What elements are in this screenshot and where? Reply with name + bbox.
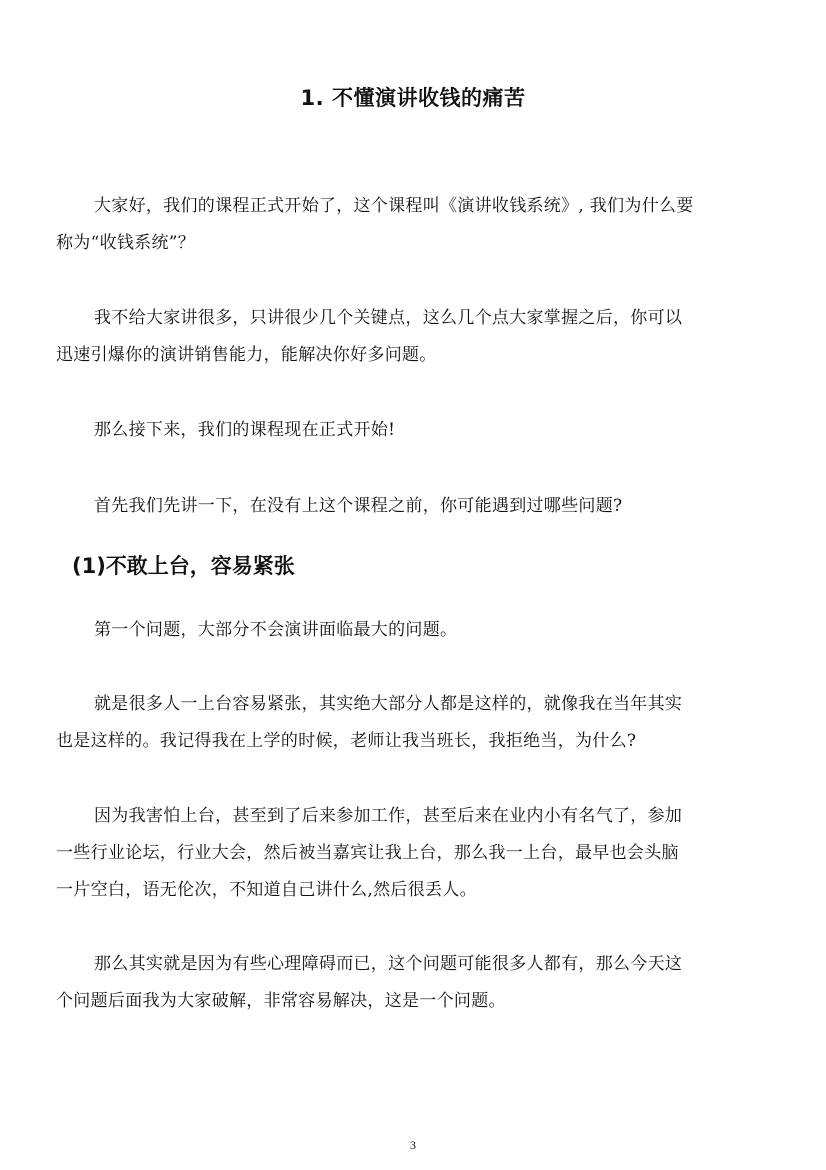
paragraph-intro-2: 我不给大家讲很多，只讲很少几个关键点，这么几个点大家掌握之后，你可以迅速引爆你的演讲销售能力，能解决你好多问题。 xyxy=(56,308,683,365)
paragraph-section-4: 那么其实就是因为有些心理障碍而已，这个问题可能很多人都有，那么今天这个问题后面我为大家破解，非常容易解决，这是一个问题。 xyxy=(56,954,683,1011)
paragraph-intro-4: 首先我们先讲一下，在没有上这个课程之前，你可能遇到过哪些问题? xyxy=(94,496,623,516)
paragraph-section-2: 就是很多人一上台容易紧张，其实绝大部分人都是这样的，就像我在当年其实也是这样的。我记得我在上学的时候，老师让我当班长，我拒绝当，为什么? xyxy=(56,694,683,751)
paragraph-intro-1: 大家好，我们的课程正式开始了，这个课程叫《演讲收钱系统》, 我们为什么要称为“收钱系统”？ xyxy=(56,196,694,253)
page-number: 3 xyxy=(410,1138,416,1152)
paragraph-section-3: 因为我害怕上台，甚至到了后来参加工作，甚至后来在业内小有名气了，参加一些行业论坛，行业大会，然后被当嘉宾让我上台，那么我一上台，最早也会头脑一片空白，语无伦次，不知道自己讲什么,然后很丢人。 xyxy=(56,806,683,900)
page-title: 1. 不懂演讲收钱的痛苦 xyxy=(300,86,526,110)
paragraph-intro-3: 那么接下来，我们的课程现在正式开始! xyxy=(94,420,396,440)
paragraph-section-1: 第一个问题，大部分不会演讲面临最大的问题。 xyxy=(94,620,458,640)
section-heading: (1)不敢上台，容易紧张 xyxy=(72,554,295,578)
